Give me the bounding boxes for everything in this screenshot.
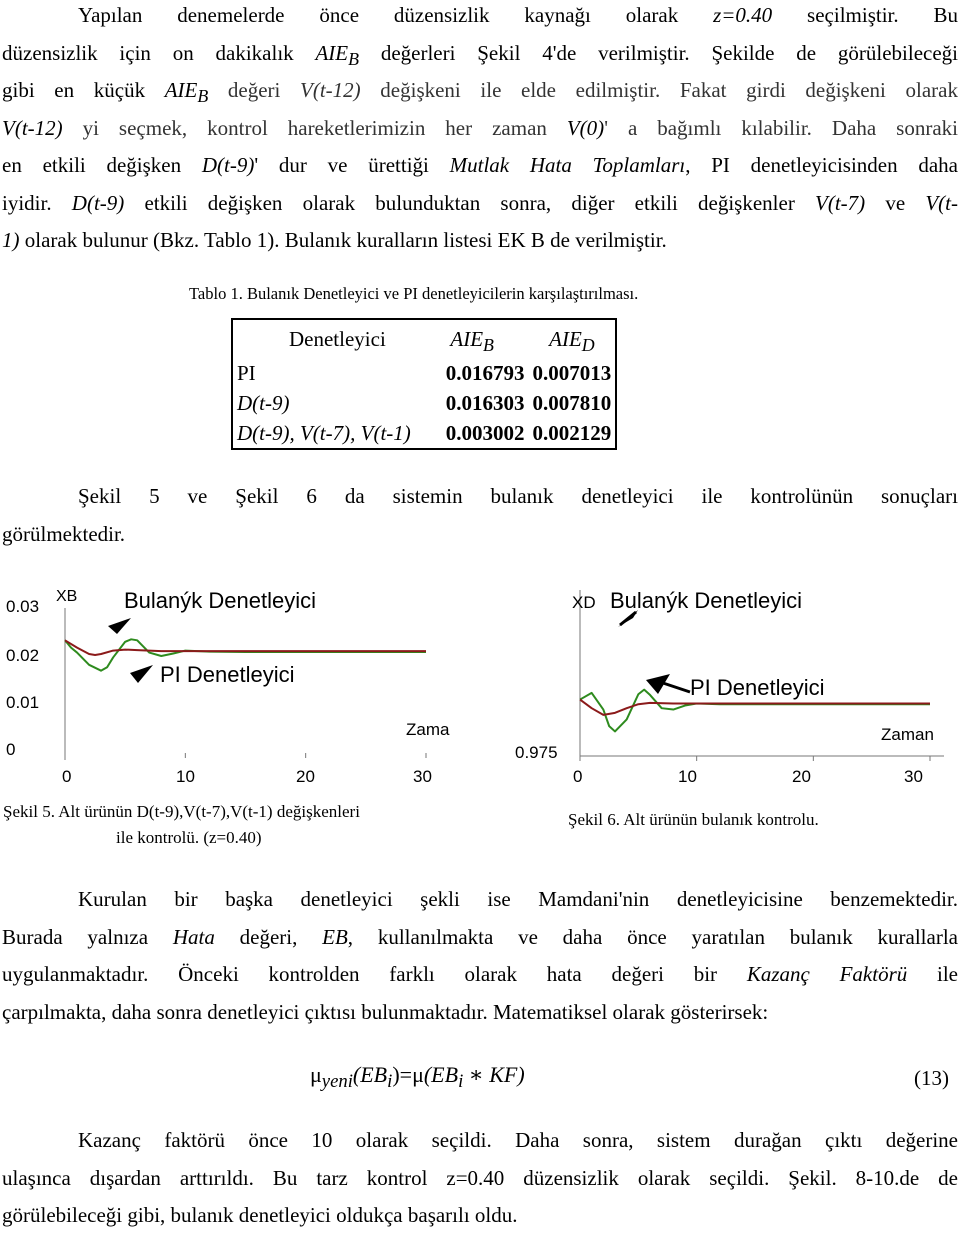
text-run: yi seçmek, kontrol hareketlerimizin her zaman — [62, 115, 567, 140]
column-header — [232, 319, 416, 358]
text-run-italic: V(t-12) — [2, 115, 63, 140]
text-run: değeri — [208, 78, 300, 102]
table-header-row — [232, 319, 616, 358]
y-axis-label: XB — [56, 588, 78, 605]
table-row — [232, 418, 616, 449]
text-line — [2, 147, 958, 185]
text-run: ' dur ve ürettiği — [254, 153, 450, 177]
text-run: değerleri Şekil 4'de verilmiştir. Şekilde de görülebileceği — [359, 40, 958, 65]
text-run: Burada yalnıza — [2, 924, 173, 949]
text-line — [2, 0, 958, 35]
subscript: B — [348, 48, 360, 69]
subscript: i — [458, 1071, 464, 1092]
x-tick-label: 0 — [62, 767, 72, 786]
pi-controller-label: PI Denetleyici — [160, 662, 295, 687]
y-tick-label: 0.01 — [6, 693, 40, 712]
table-caption: Tablo 1. Bulanık Denetleyici ve PI denetleyicilerin karşılaştırılması. — [189, 284, 639, 303]
table-cell: 0.007810 — [532, 391, 612, 415]
column-header — [529, 319, 617, 358]
table-cell: PI — [237, 361, 256, 385]
arrow-icon — [130, 665, 153, 683]
table-row — [232, 358, 616, 388]
y-tick-label: 0 — [6, 740, 16, 759]
x-tick-label: 0 — [573, 767, 583, 786]
text-run-italic: EB — [322, 924, 348, 949]
text-run: olarak bulunur (Bkz. Tablo 1). Bulanık kuralların listesi EK B de verilmiştir. — [19, 228, 667, 252]
text-run-italic: 1) — [2, 228, 20, 252]
text-run-italic: V(t-12) — [300, 78, 361, 102]
text-line — [2, 881, 958, 919]
text-run-italic: V(t-7) — [815, 190, 866, 215]
paragraph-2 — [2, 478, 958, 553]
subscript: yeni — [321, 1071, 353, 1092]
figure-6 — [500, 570, 960, 860]
text-line — [2, 35, 958, 73]
subscript: B — [483, 334, 494, 355]
subscript: D — [581, 334, 595, 355]
text-line — [2, 919, 958, 957]
text-run: Kurulan bir başka denetleyici şekli ise Mamdani'nin denetleyicisine benzemektedir. — [78, 887, 958, 911]
arrow-icon-shaft — [660, 682, 690, 692]
text-line: Şekil 5 ve Şekil 6 da sistemin bulanık denetleyici ile kontrolünün sonuçları — [78, 484, 958, 508]
series-line — [580, 700, 930, 715]
pi-controller-label: PI Denetleyici — [690, 675, 825, 700]
text-run: gibi en küçük — [2, 78, 165, 102]
arrow-icon-shaft — [620, 612, 636, 625]
text-run: uygulanmaktadır. Önceki kontrolden farklı olarak hata değeri bir — [2, 962, 747, 986]
y-axis-label: XD — [572, 593, 596, 612]
mu-symbol: μ — [310, 1062, 322, 1087]
equation-number: (13) — [914, 1066, 949, 1090]
equation-13 — [310, 1062, 525, 1092]
text-run: iyidir. — [2, 190, 72, 215]
table-row — [232, 388, 616, 418]
text-run: etkili değişken olarak bulunduktan sonra, diğer etkili değişkenler — [124, 190, 816, 215]
text-run: Yapılan denemelerde önce düzensizlik kaynağı olarak — [78, 3, 714, 27]
times-operator: ∗ — [463, 1062, 490, 1087]
table-cell: D(t-9), V(t-7), V(t-1) — [237, 421, 411, 445]
text-line: ulaşınca dışardan arttırıldı. Bu tarz kontrol z=0.40 düzensizlik olarak seçildi. Şekil. 8-10.de de — [2, 1165, 958, 1190]
column-header-label: Denetleyici — [289, 327, 386, 351]
paragraph-3 — [2, 881, 958, 1031]
fuzzy-controller-label: Bulanýk Denetleyici — [124, 588, 316, 613]
paragraph-1 — [2, 0, 958, 260]
table-cell: D(t-9) — [237, 391, 290, 415]
x-tick-label: 20 — [792, 767, 811, 786]
text-run: değeri, — [214, 924, 323, 949]
text-line — [2, 994, 958, 1032]
text-run-italic: Kazanç Faktörü — [746, 962, 908, 986]
table-cell: 0.003002 — [445, 421, 525, 445]
text-run-italic: V(t- — [925, 190, 959, 215]
text-run-italic: D(t-9) — [71, 190, 125, 215]
text-line: Kazanç faktörü önce 10 olarak seçildi. Daha sonra, sistem durağan çıktı değerine — [78, 1128, 958, 1152]
x-axis-label: Zaman — [881, 725, 934, 744]
text-run-italic: Hata — [172, 924, 215, 949]
figure-5-caption-line-2: ile kontrolü. (z=0.40) — [116, 828, 262, 847]
figure-6-caption: Şekil 6. Alt ürünün bulanık kontrolu. — [568, 810, 819, 829]
arrow-icon — [108, 618, 131, 634]
x-tick-label: 20 — [296, 767, 315, 786]
column-header — [416, 319, 529, 358]
column-header-label: AIE — [549, 326, 582, 351]
text-run: , PI denetleyicisinden daha — [685, 153, 959, 177]
table-cell: 0.007013 — [532, 361, 612, 385]
y-tick-label: 0.02 — [6, 646, 40, 665]
text-run: ile — [907, 962, 959, 986]
text-run-italic: z=0.40 — [713, 3, 773, 27]
text-run-italic: D(t-9) — [201, 153, 255, 177]
figure-5-caption-line-1: Şekil 5. Alt ürünün D(t-9),V(t-7),V(t-1) değişkenleri — [3, 802, 360, 821]
text-run-italic: V(0) — [566, 115, 605, 140]
x-tick-label: 10 — [678, 767, 697, 786]
text-line — [2, 110, 958, 148]
text-run-italic: Mutlak Hata Toplamları — [449, 153, 686, 177]
text-run: ve — [865, 190, 926, 215]
paragraph-4 — [2, 1122, 958, 1235]
comparison-table — [231, 318, 617, 450]
text-line: görülebileceği gibi, bulanık denetleyici oldukça başarılı oldu. — [2, 1203, 518, 1227]
equation-term: (EB — [352, 1062, 388, 1087]
text-line — [2, 956, 958, 994]
mu-symbol: μ — [412, 1062, 424, 1087]
x-axis-label: Zama — [406, 720, 450, 739]
text-run: seçilmiştir. Bu — [772, 3, 958, 27]
text-line — [2, 72, 958, 110]
table-cell: 0.002129 — [532, 421, 612, 445]
x-tick-label: 30 — [413, 767, 432, 786]
figure-5 — [0, 570, 470, 860]
equation-term: KF) — [489, 1062, 525, 1087]
text-line — [2, 222, 958, 260]
text-run-italic: AIE — [164, 78, 198, 102]
column-header-label: AIE — [450, 326, 484, 351]
table-cell: 0.016793 — [445, 361, 525, 385]
text-run: değişkeni ile elde edilmiştir. Fakat girdi değişkeni olarak — [360, 78, 958, 102]
text-run-italic: AIE — [315, 40, 349, 65]
x-tick-label: 30 — [904, 767, 923, 786]
text-line: görülmektedir. — [2, 521, 126, 546]
text-line — [2, 185, 958, 223]
y-tick-label: 0.03 — [6, 597, 40, 616]
text-run: en etkili değişken — [2, 153, 202, 177]
subscript: i — [387, 1071, 393, 1092]
subscript: B — [197, 86, 209, 106]
text-run: , kullanılmakta ve daha önce yaratılan bulanık kurallarla — [347, 924, 958, 949]
fuzzy-controller-label: Bulanýk Denetleyici — [610, 588, 802, 613]
x-tick-label: 10 — [176, 767, 195, 786]
y-tick-label: 0.975 — [515, 743, 558, 762]
equation-term: )= — [392, 1062, 413, 1087]
table-cell: 0.016303 — [445, 391, 525, 415]
equation-term: (EB — [423, 1062, 459, 1087]
text-run: düzensizlik için on dakikalık — [2, 40, 316, 65]
text-run: çarpılmakta, daha sonra denetleyici çıktısı bulunmaktadır. Matematiksel olarak gösterirsek: — [2, 999, 769, 1024]
text-run: ' a bağımlı kılabilir. Daha sonraki — [604, 115, 958, 140]
